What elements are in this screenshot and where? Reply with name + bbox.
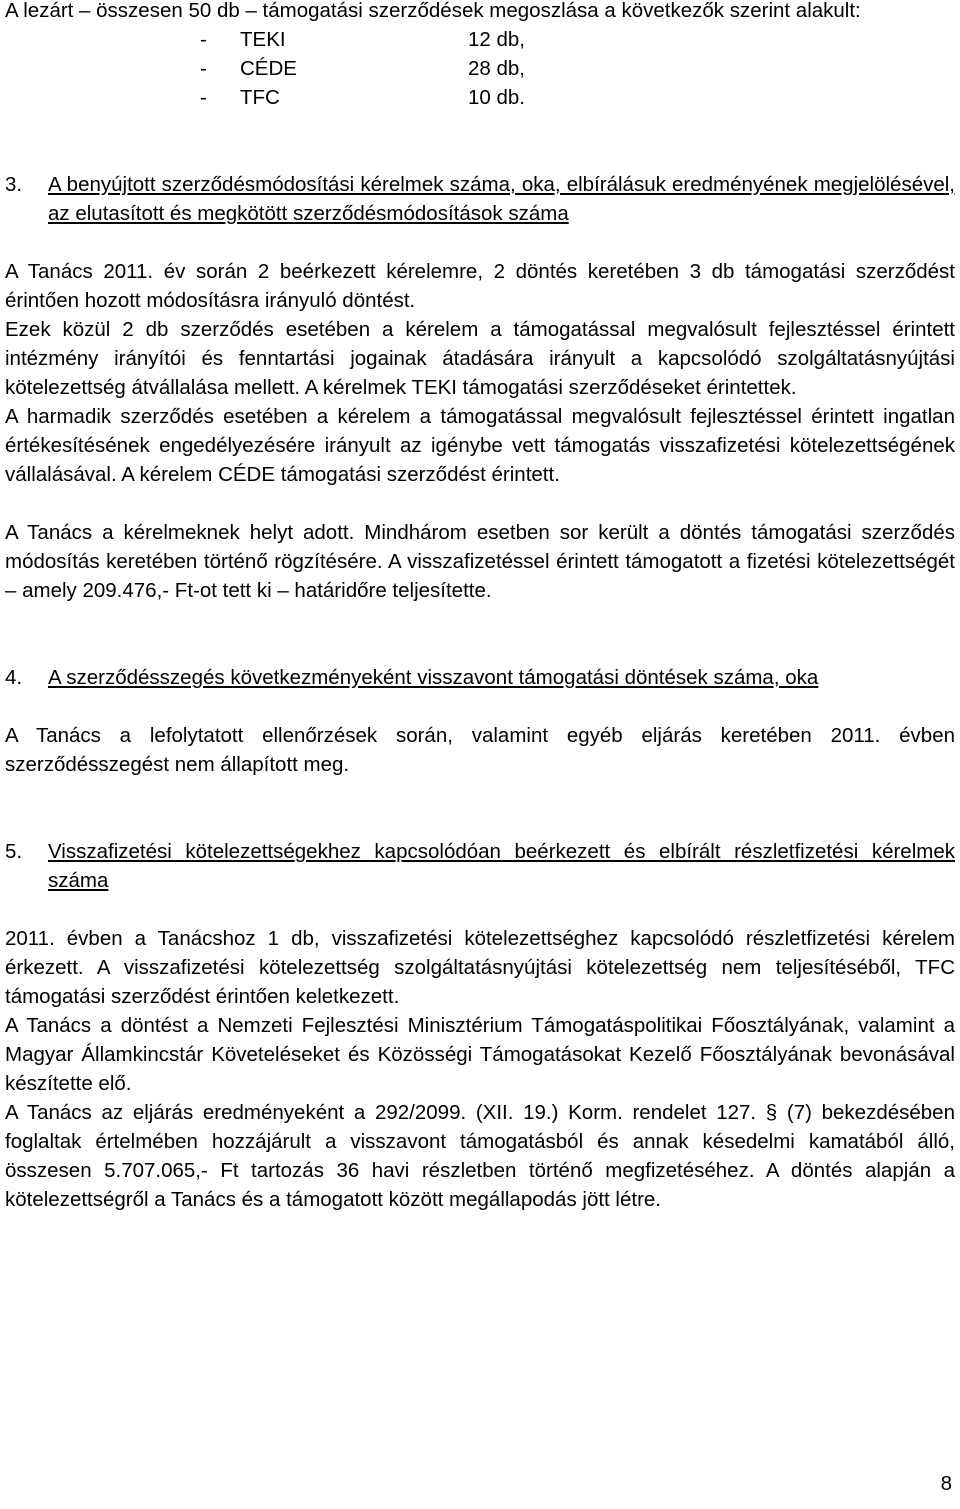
list-count: 10 db.	[468, 86, 525, 109]
list-dash: -	[200, 57, 207, 80]
list-name: TEKI	[240, 28, 286, 51]
section-5-heading	[5, 837, 955, 895]
list-item	[5, 25, 955, 54]
list-count: 12 db,	[468, 28, 525, 51]
section-3-paragraph: A Tanács 2011. év során 2 beérkezett kérelemre, 2 döntés keretében 3 db támogatási szerződést érintően hozott módosításra irányuló döntést.	[5, 260, 955, 312]
list-count: 28 db,	[468, 57, 525, 80]
section-5-paragraph: 2011. évben a Tanácshoz 1 db, visszafizetési kötelezettséghez kapcsolódó részletfizetési kérelem érkezett. A visszafizetési kötelezettség szolgáltatásnyújtási kötelezettség nem teljesítéséből, TFC támogatási szerződést érintően keletkezett.	[5, 927, 955, 1008]
section-5-paragraph: A Tanács az eljárás eredményeként a 292/2099. (XII. 19.) Korm. rendelet 127. § (7) bekezdésében foglaltak értelmében hozzájárult a visszavont támogatásból és annak késedelmi kamatából álló, összesen 5.707.065,- Ft tartozás 36 havi részletben történő megfizetéséhez. A döntés alapján a kötelezettségről a Tanács és a támogatott között megállapodás jött létre.	[5, 1101, 955, 1211]
list-dash: -	[200, 86, 207, 109]
list-name: TFC	[240, 86, 280, 109]
section-4-paragraph: A Tanács a lefolytatott ellenőrzések során, valamint egyéb eljárás keretében 2011. évben szerződésszegést nem állapított meg.	[5, 724, 955, 776]
section-3-paragraph: A harmadik szerződés esetében a kérelem a támogatással megvalósult fejlesztéssel érintett ingatlan értékesítésének engedélyezésére irányult az igénybe vett támogatás visszafizetési kötelezettségének vállalásával. A kérelem CÉDE támogatási szerződést érintett.	[5, 405, 955, 486]
section-number: 3.	[5, 173, 23, 196]
section-title: Visszafizetési kötelezettségekhez kapcsolódóan beérkezett és elbírált részletfizetési kérelmek száma	[48, 840, 955, 892]
document-page	[5, 0, 955, 1214]
list-dash: -	[200, 28, 207, 51]
section-3-paragraph: A Tanács a kérelmeknek helyt adott. Mindhárom esetben sor került a döntés támogatási szerződés módosítás keretében történő rögzítésére. A visszafizetéssel érintett támogatott a fizetési kötelezettségét – amely 209.476,- Ft-ot tett ki – határidőre teljesítette.	[5, 521, 955, 602]
section-3-heading	[5, 170, 955, 228]
section-5-paragraph: A Tanács a döntést a Nemzeti Fejlesztési Minisztérium Támogatáspolitikai Főosztályának, valamint a Magyar Államkincstár Követeléseket és Közösségi Támogatásokat Kezelő Főosztályának bevonásával készítette elő.	[5, 1014, 955, 1095]
section-title: A szerződésszegés következményeként visszavont támogatási döntések száma, oka	[48, 666, 819, 689]
list-item	[5, 54, 955, 83]
distribution-list	[5, 25, 955, 112]
intro-paragraph: A lezárt – összesen 50 db – támogatási szerződések megoszlása a következők szerint alakult:	[5, 0, 861, 22]
list-name: CÉDE	[240, 57, 297, 80]
section-4-heading	[5, 663, 955, 692]
section-number: 5.	[5, 840, 23, 863]
section-3-paragraph: Ezek közül 2 db szerződés esetében a kérelem a támogatással megvalósult fejlesztéssel érintett intézmény irányítói és fenntartási jogainak átadására irányult a kapcsolódó szolgáltatásnyújtási kötelezettség átvállalása mellett. A kérelmek TEKI támogatási szerződéseket érintettek.	[5, 318, 955, 399]
section-title: A benyújtott szerződésmódosítási kérelmek száma, oka, elbírálásuk eredményének megjelölésével, az elutasított és megkötött szerződésmódosítások száma	[48, 173, 955, 225]
list-item	[5, 83, 955, 112]
section-number: 4.	[5, 666, 23, 689]
page-number: 8	[940, 1472, 952, 1495]
